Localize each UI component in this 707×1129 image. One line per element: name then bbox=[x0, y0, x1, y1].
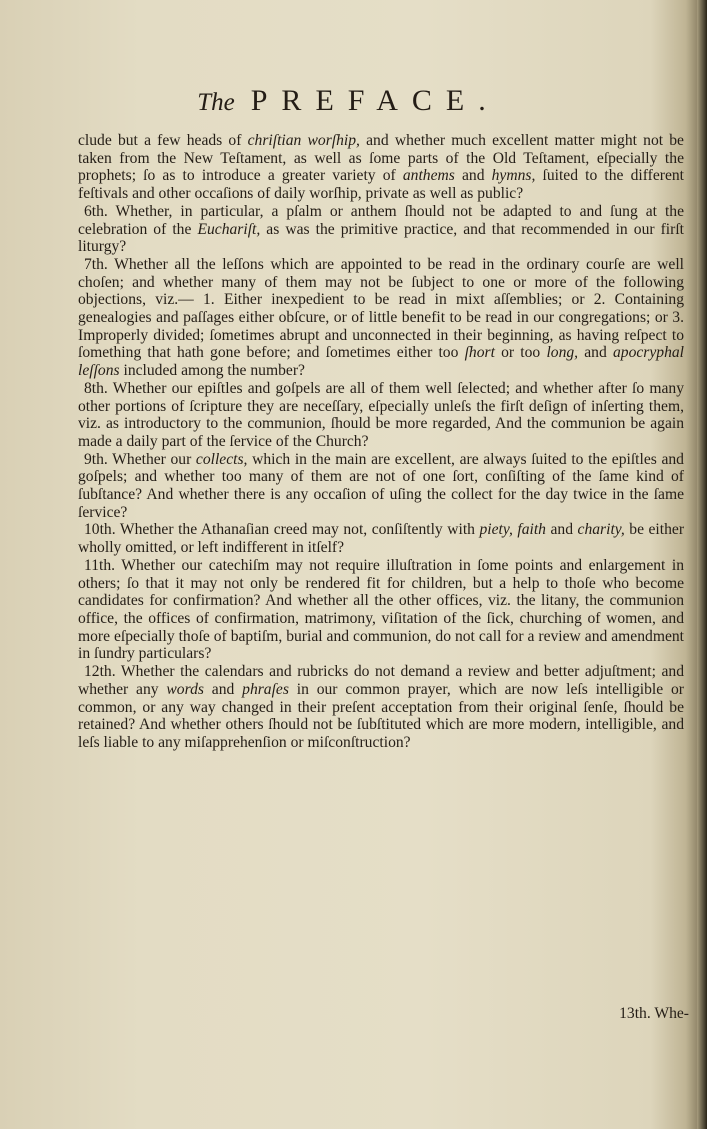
italic-text: hymns, bbox=[491, 167, 536, 185]
paragraph bbox=[78, 380, 684, 451]
italic-text: ſhort bbox=[464, 344, 495, 362]
text-run: as was the primitive practice, and that recommended in our firſt liturgy? bbox=[78, 220, 684, 256]
paragraph-number: 11th. bbox=[84, 556, 116, 574]
text-run: and bbox=[578, 344, 613, 362]
text-run: which in the main are excellent, are always ſuited to the epiſtles and goſpels; and whether too many of them are not of one ſort, conſiſting of the ſame kind of ſubſtance? And whether there is any occaſion of uſing the collect for the day twice in the ſame ſervice? bbox=[78, 450, 684, 521]
italic-text: phraſes bbox=[242, 680, 289, 698]
text-run: in our common prayer, which are now leſs intelligible or common, or any way changed in their preſent acceptation from their original ſenſe, ſhould be retained? And whether others ſhould not be ſubſtituted which are more modern, intelligible, and leſs liable to any miſapprehenſion or miſconſtruction? bbox=[78, 680, 684, 751]
italic-text: apocryphal leſſons bbox=[78, 344, 684, 380]
paragraph bbox=[78, 203, 684, 256]
italic-text: piety, faith bbox=[479, 521, 546, 539]
italic-text: chriſtian worſhip, bbox=[247, 132, 360, 149]
paragraph-number: 8th. bbox=[84, 379, 108, 397]
text-run: and bbox=[203, 680, 243, 698]
text-run: Whether our epiſtles and goſpels are all of them well ſelected; and whether after ſo many other portions of ſcripture they are neceſſary, eſpecially unleſs the firſt deſign of inſerting them, viz. as introductory to the communion, ſhould be more regarded, And the communion be again made a daily part of the ſervice of the Church? bbox=[78, 379, 684, 450]
text-run: Whether the calendars and rubricks do not demand a review and better adjuſtment; and whether any bbox=[78, 663, 684, 698]
text-run: or too bbox=[494, 344, 547, 362]
paragraph bbox=[78, 663, 684, 752]
text-run: Whether our catechiſm may not require illuſtration in ſome points and enlargement in others; ſo that it may not only be rendered fit for children, but a help to thoſe who become candidates for confirmation? And whether all the other offices, viz. the litany, the communion office, the offices of confirmation, matrimony, viſitation of the ſick, churching of women, and more eſpecially thoſe of baptiſm, burial and communion, do not call for a review and amendment in ſundry particulars? bbox=[78, 556, 684, 663]
text-run: and whether much excellent matter might not be taken from the New Teſtament, as well as ſome parts of the Old Teſtament, eſpecially the prophets; ſo as to introduce a greater variety of bbox=[78, 132, 684, 185]
paragraph bbox=[78, 521, 684, 556]
italic-text: anthems bbox=[402, 167, 455, 185]
page-header bbox=[0, 84, 697, 118]
paragraph-number: 6th. bbox=[84, 202, 108, 220]
paragraph bbox=[78, 132, 684, 203]
text-run: clude but a few heads of bbox=[78, 132, 248, 149]
body-text bbox=[78, 132, 684, 752]
catchword: 13th. Whe- bbox=[619, 1005, 689, 1022]
paragraph bbox=[78, 557, 684, 663]
text-run: Whether the Athanaſian creed may not, conſiſtently with bbox=[115, 521, 480, 539]
paragraph bbox=[78, 451, 684, 522]
paragraph-number: 7th. bbox=[84, 255, 108, 273]
text-run: Whether all the leſſons which are appointed to be read in the ordinary courſe are well choſen; and whether many of them may not be ſubject to one or more of the following objections, viz.— 1. Either inexpedient to be read in mixt aſſemblies; or 2. Containing genealogies and paſſages either obſcure, or of little benefit to be read in our congregations; or 3. Improperly divided; ſometimes abrupt and unconnected in their beginning, as having reſpect to ſomething that hath gone before; and ſometimes either too bbox=[78, 255, 684, 362]
italic-text: collects, bbox=[195, 450, 248, 468]
page-edge-shadow bbox=[697, 0, 707, 1129]
text-run: Whether our bbox=[107, 450, 196, 468]
italic-text: charity, bbox=[577, 521, 625, 539]
paragraph-number: 10th. bbox=[84, 521, 116, 539]
paragraph-number: 9th. bbox=[84, 450, 108, 468]
text-run: Whether, in particular, a pſalm or anthem ſhould not be adapted to and ſung at the celebration of the bbox=[78, 202, 684, 238]
italic-text: Euchariſt, bbox=[197, 220, 261, 238]
text-run: and bbox=[454, 167, 492, 185]
header-title: PREFACE. bbox=[250, 84, 500, 117]
text-run: and bbox=[545, 521, 578, 539]
text-run: be either wholly omitted, or left indifferent in itſelf? bbox=[78, 521, 685, 557]
header-the: The bbox=[197, 89, 235, 116]
text-run: included among the number? bbox=[119, 362, 305, 380]
paragraph-number: 12th. bbox=[84, 663, 116, 681]
italic-text: words bbox=[166, 680, 204, 698]
paragraph bbox=[78, 256, 684, 380]
text-run: ſuited to the different feſtivals and other occaſions of daily worſhip, private as well as public? bbox=[78, 167, 684, 203]
italic-text: long, bbox=[546, 344, 579, 362]
